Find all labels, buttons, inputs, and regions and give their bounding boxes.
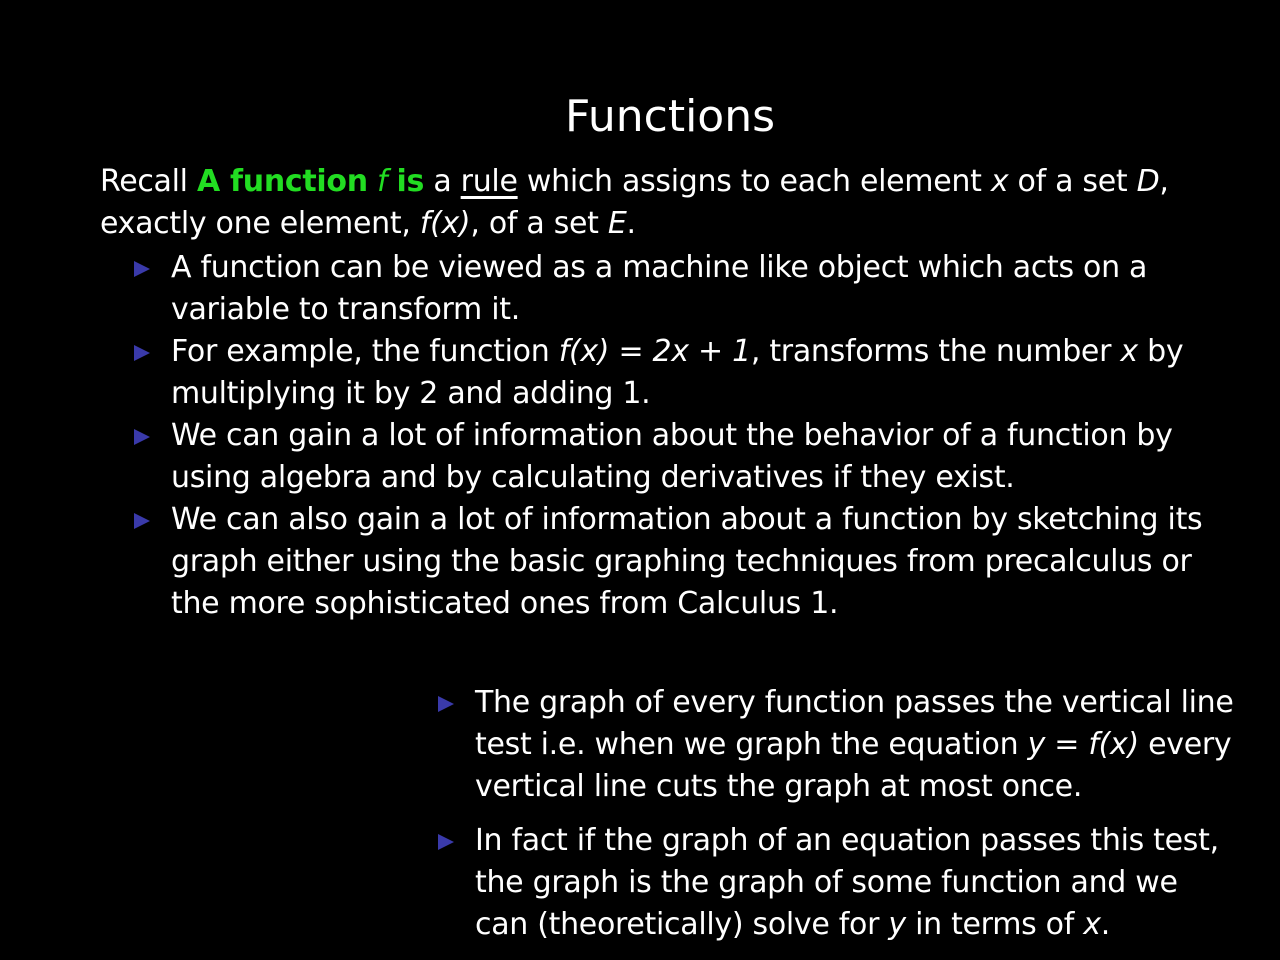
bullet-list [132, 247, 1212, 625]
definition-is: is [396, 164, 425, 199]
bullet-text: in terms of [915, 907, 1074, 942]
math-formula: f(x) = 2x + 1 [558, 334, 751, 369]
math-x: x [990, 164, 1009, 199]
math-x: x [1083, 907, 1101, 942]
definition-term: A function [196, 164, 368, 199]
bullet-item [132, 499, 1212, 625]
bullet-item [132, 247, 1212, 331]
bullet-list-secondary [436, 682, 1236, 946]
bullet-item [132, 331, 1212, 415]
definition-text: which assigns to each element [526, 164, 982, 199]
triangle-right-icon [134, 345, 150, 361]
triangle-right-icon [134, 513, 150, 529]
bullet-text: , transforms the number [750, 334, 1112, 369]
definition-line2-text: exactly one element, [100, 206, 411, 241]
math-fx: f(x) [419, 206, 471, 241]
bullet-text: A function can be viewed as a machine like object which acts on a variable to transform it. [171, 250, 1148, 327]
math-set-e: E [607, 206, 627, 241]
math-y: y [888, 907, 906, 942]
definition-line2-end: , of a set [470, 206, 599, 241]
of-a-set-text: of a set [1017, 164, 1128, 199]
slide-title: Functions [564, 91, 776, 142]
bullet-text: In fact if the graph of an equation passes this test, the graph is the graph of some function and we can (theoretically) solve for [475, 823, 1219, 942]
bullet-text: We can also gain a lot of information about a function by sketching its graph either using the basic graphing techniques from precalculus or the more sophisticated ones from Calculus 1. [171, 502, 1203, 621]
bullet-item [436, 682, 1236, 808]
bullet-text: We can gain a lot of information about the behavior of a function by using algebra and by calculating derivatives if they exist. [171, 418, 1173, 495]
bullet-item [132, 415, 1212, 499]
bullet-text: The graph of every function passes the vertical line test i.e. when we graph the equation [475, 685, 1234, 762]
triangle-right-icon [134, 429, 150, 445]
definition-paragraph [100, 161, 1220, 245]
bullet-text: every vertical line cuts the graph at most once. [475, 727, 1232, 804]
article-a: a [433, 164, 452, 199]
math-x: x [1120, 334, 1138, 369]
triangle-right-icon [438, 834, 454, 850]
definition-variable-f: f [377, 164, 388, 199]
comma: , [1159, 164, 1169, 199]
bullet-text: For example, the function [171, 334, 550, 369]
recall-text: Recall [100, 164, 188, 199]
bullet-text: by multiplying it by 2 and adding 1. [171, 334, 1184, 411]
period: . [626, 206, 636, 241]
bullet-item [436, 820, 1236, 946]
triangle-right-icon [134, 261, 150, 277]
triangle-right-icon [438, 696, 454, 712]
math-set-d: D [1136, 164, 1160, 199]
math-formula: y = f(x) [1027, 727, 1139, 762]
period: . [1100, 907, 1110, 942]
rule-term: rule [460, 164, 518, 199]
